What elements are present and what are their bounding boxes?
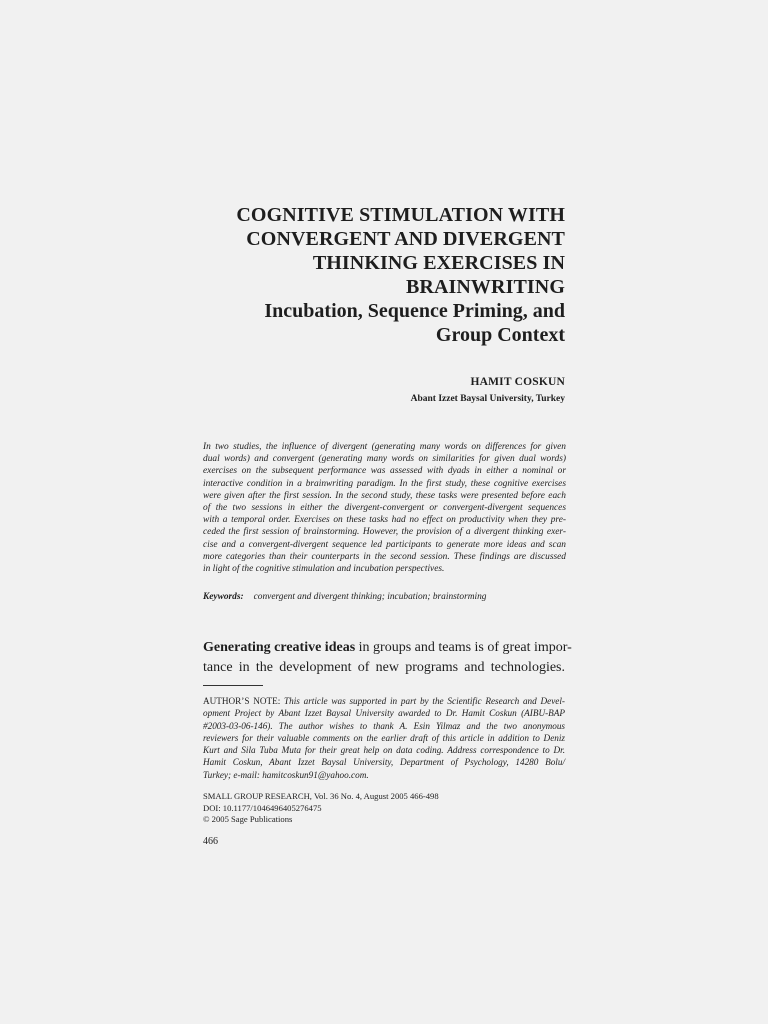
subtitle-line: Group Context	[435, 324, 565, 346]
keywords-text: convergent and divergent thinking; incubation; brainstorming	[253, 592, 487, 602]
subtitle-line: Incubation, Sequence Priming, and	[264, 300, 565, 322]
note-line: reviewers for their valuable comments on the earlier draft of this article in addition to Deniz	[203, 732, 565, 743]
publication-info	[203, 791, 439, 826]
abstract-line: more categories than their counterparts in the second session. These findings are discussed	[203, 551, 566, 562]
abstract-line: dual words) and convergent (generating many words on similarities for given dual words)	[203, 454, 566, 465]
note-line: Kurt and Sila Tuba Muta for their great help on data coding. Address correspondence to Dr.	[203, 745, 565, 756]
abstract	[203, 441, 566, 575]
body-paragraph	[203, 638, 572, 678]
abstract-line: interactive condition in a brainwriting paradigm. In the first study, these cognitive exercises	[203, 478, 566, 489]
note-line: #2003-03-06-146). The author wishes to thank A. Esin Yilmaz and the two anonymous	[203, 720, 565, 731]
authors-note	[203, 695, 565, 781]
note-line-rest: This article was supported in part by the Scientific Research and Devel-	[280, 696, 565, 706]
footnote-rule	[203, 685, 263, 686]
copyright: © 2005 Sage Publications	[203, 814, 293, 825]
abstract-line: ceded the first session of brainstorming. However, the provision of a divergent thinking exer-	[203, 527, 566, 538]
keywords-label: Keywords:	[203, 592, 244, 602]
title-block	[200, 203, 565, 347]
abstract-line: exercises on the subsequent performance was assessed with dyads in either a nominal or	[203, 466, 566, 477]
abstract-line: were given after the first session. In the second study, these tasks were presented before each	[203, 490, 566, 501]
abstract-line: cise and a convergent-divergent sequence led participants to generate more ideas and scan	[203, 539, 566, 550]
body-lead: Generating creative ideas	[203, 640, 356, 655]
abstract-line: in light of the cognitive stimulation and incubation perspectives.	[203, 564, 445, 575]
doi: DOI: 10.1177/1046496405276475	[203, 802, 322, 813]
body-line-rest: in groups and teams is of great impor-	[355, 640, 572, 655]
abstract-line: of the two sessions in either the divergent-convergent or convergent-divergent sequences	[203, 503, 566, 514]
keywords	[203, 592, 486, 602]
note-line: opment Project by Abant Izzet Baysal University awarded to Dr. Hamit Coskun (AIBU-BAP	[203, 708, 565, 719]
author-affiliation: Abant Izzet Baysal University, Turkey	[410, 394, 565, 404]
body-line: tance in the development of new programs and technologies.	[203, 660, 565, 675]
author-name: HAMIT COSKUN	[470, 376, 565, 388]
body-line	[203, 638, 572, 658]
note-label: AUTHOR’S NOTE:	[203, 696, 281, 706]
abstract-line: with a temporal order. Exercises on these tasks had no effect on productivity when they pre-	[203, 515, 566, 526]
title-line: CONVERGENT AND DIVERGENT	[246, 228, 565, 250]
journal-citation: SMALL GROUP RESEARCH, Vol. 36 No. 4, August 2005 466-498	[203, 791, 439, 801]
note-line: Hamit Coskun, Abant Izzet Baysal University, Department of Psychology, 14280 Bolu/	[203, 757, 565, 768]
page-number: 466	[203, 836, 218, 847]
title-line: COGNITIVE STIMULATION WITH	[236, 204, 565, 226]
abstract-line: In two studies, the influence of divergent (generating many words on differences for given	[203, 442, 566, 452]
title-line: THINKING EXERCISES IN	[312, 252, 565, 274]
note-line: Turkey; e-mail: hamitcoskun91@yahoo.com.	[203, 769, 369, 780]
title-line: BRAINWRITING	[405, 276, 565, 298]
note-line	[203, 695, 565, 707]
